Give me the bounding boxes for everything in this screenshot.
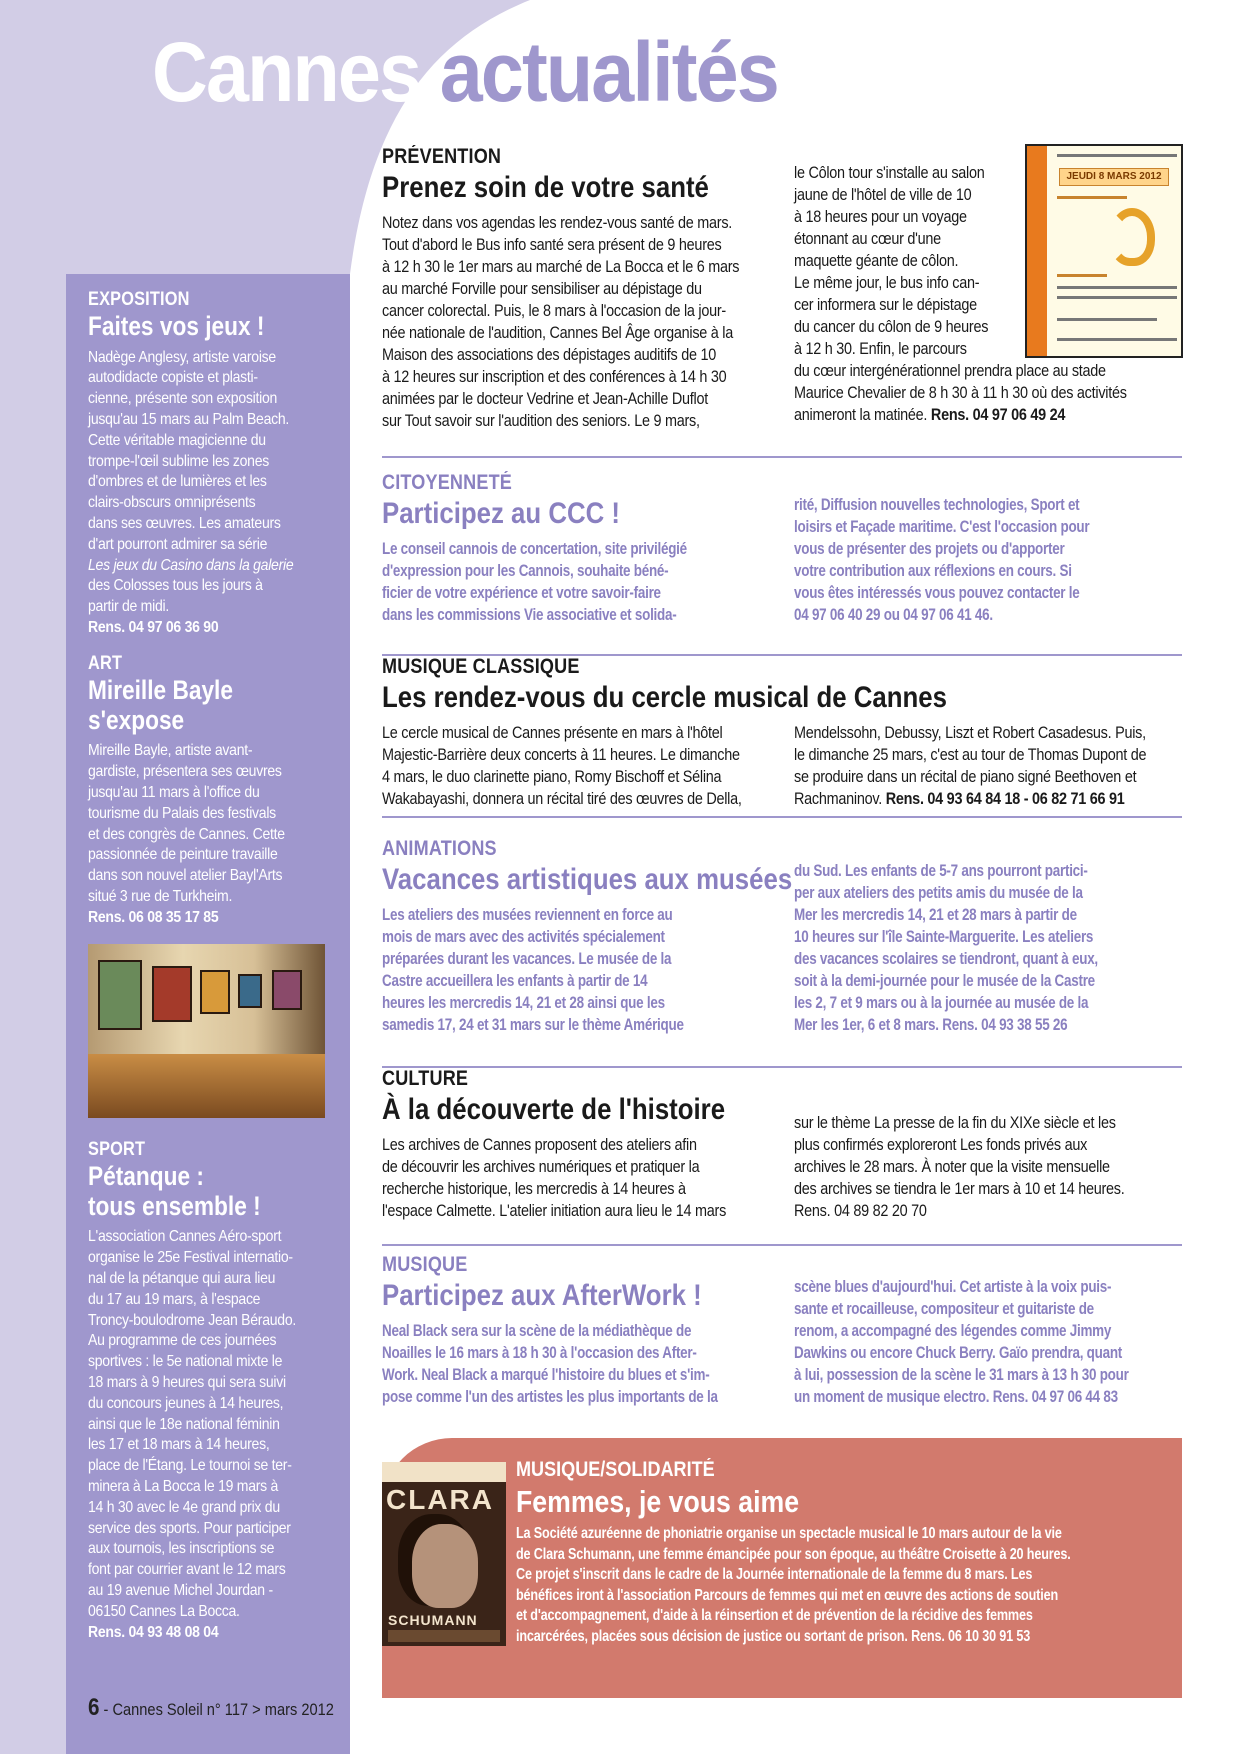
sidebar-article-exposition xyxy=(88,290,338,639)
body-line: Nadège Anglesy, artiste varoise xyxy=(88,348,276,366)
category-label: SPORT xyxy=(88,1139,146,1160)
gallery-photo xyxy=(88,944,325,1118)
sidebar-article-sport xyxy=(88,1140,338,1643)
poster-text-line xyxy=(1057,338,1177,341)
article-citoyennete xyxy=(382,471,1182,624)
body-line: cer informera sur le dépistage xyxy=(794,296,977,314)
body-line: le dimanche 25 mars, c'est au tour de Thomas Dupont de xyxy=(794,746,1147,764)
article-animations xyxy=(382,837,1182,1034)
article-title: Les rendez-vous du cercle musical de Cannes xyxy=(382,681,947,714)
body-line: Le même jour, le bus info can- xyxy=(794,274,980,292)
body-line: minera à La Bocca le 19 mars à xyxy=(88,1477,279,1495)
body-line: bénéfices iront à l'association Parcours de femmes qui met en œuvre des actions de soutien xyxy=(516,1586,1059,1604)
painting xyxy=(152,966,192,1022)
body-line: 18 mars à 9 heures qui sera suivi xyxy=(88,1373,286,1391)
article-title-line2: tous ensemble ! xyxy=(88,1190,261,1221)
body-line: Mer les mercredis 14, 21 et 28 mars à partir de xyxy=(794,906,1077,924)
body-line: préparées durant les vacances. Le musée de la xyxy=(382,950,672,968)
body-line: Mireille Bayle, artiste avant- xyxy=(88,742,253,760)
body-line: se produire dans un récital de piano signé Beethoven et xyxy=(794,768,1137,786)
column-left xyxy=(382,904,852,1036)
publication-info: - Cannes Soleil n° 117 > mars 2012 xyxy=(99,1700,334,1719)
poster-text-line xyxy=(1057,318,1157,321)
body-line: ainsi que le 18e national féminin xyxy=(88,1415,280,1433)
body-line: 4 mars, le duo clarinette piano, Romy Bischoff et Sélina xyxy=(382,768,722,786)
body-line: d'art pourront admirer sa série xyxy=(88,535,268,553)
body-line: Le conseil cannois de concertation, site privilégié xyxy=(382,540,687,558)
body-line: dans son nouvel atelier Bayl'Arts xyxy=(88,867,283,885)
body-line: cancer colorectal. Puis, le 8 mars à l'occasion de la jour- xyxy=(382,302,726,320)
body-line: Maison des associations des dépistages auditifs de 10 xyxy=(382,346,717,364)
poster-date: JEUDI 8 MARS 2012 xyxy=(1059,168,1169,186)
body-line: samedis 17, 24 et 31 mars sur le thème Amérique xyxy=(382,1016,684,1034)
article-title: Femmes, je vous aime xyxy=(516,1484,800,1519)
column-left xyxy=(382,538,852,626)
body-line: Notez dans vos agendas les rendez-vous santé de mars. xyxy=(382,214,733,232)
contact-phone: Rens. 06 08 35 17 85 xyxy=(88,908,219,926)
poster-band xyxy=(1027,146,1047,358)
body-line: Mer les 1er, 6 et 8 mars. Rens. 04 93 38 55 26 xyxy=(794,1016,1068,1034)
body-line: 10 heures sur l'île Sainte-Marguerite. Les ateliers xyxy=(794,928,1094,946)
article-title: Participez au CCC ! xyxy=(382,497,620,530)
body-line: L'association Cannes Aéro-sport xyxy=(88,1228,282,1246)
body-line: maquette géante de côlon. xyxy=(794,252,959,270)
body-line: de découvrir les archives numériques et pratiquer la xyxy=(382,1158,700,1176)
body-line: per aux ateliers des petits amis du musée de la xyxy=(794,884,1083,902)
painting xyxy=(98,960,142,1030)
category-label: MUSIQUE xyxy=(382,1253,468,1276)
body-line: l'espace Calmette. L'atelier initiation aura lieu le 14 mars xyxy=(382,1202,727,1220)
body-line: Wakabayashi, donnera un récital tiré des œuvres de Della, xyxy=(382,790,742,808)
column-right xyxy=(794,722,1234,810)
article-title: Vacances artistiques aux musées xyxy=(382,863,793,896)
category-label: EXPOSITION xyxy=(88,289,190,310)
body-line: d'expression pour les Cannois, souhaite béné- xyxy=(382,562,669,580)
body-line: jusqu'au 11 mars à l'office du xyxy=(88,783,260,801)
body-line: place de l'Étang. Le tournoi se ter- xyxy=(88,1457,292,1475)
article-title: Participez aux AfterWork ! xyxy=(382,1279,702,1312)
body-line: sportives : le 5e national mixte le xyxy=(88,1353,283,1371)
body-line: sante et rocailleuse, compositeur et guitariste de xyxy=(794,1300,1094,1318)
body-line: vous de présenter des projets ou d'apporter xyxy=(794,540,1065,558)
poster-header xyxy=(382,1462,506,1482)
body-line: trompe-l'œil sublime les zones xyxy=(88,452,269,470)
category-label: PRÉVENTION xyxy=(382,145,502,168)
body-line: passionnée de peinture travaille xyxy=(88,846,278,864)
body-line: d'ombres et de lumières et les xyxy=(88,473,267,491)
body-line: service des sports. Pour participer xyxy=(88,1519,291,1537)
body-line: Noailles le 16 mars à 18 h 30 à l'occasion des After- xyxy=(382,1344,697,1362)
body-line: sur le thème La presse de la fin du XIXe siècle et les xyxy=(794,1114,1116,1132)
body-line xyxy=(794,788,1181,810)
body-line: les 2, 7 et 9 mars ou à la journée au musée de la xyxy=(794,994,1089,1012)
page-title xyxy=(152,25,778,119)
column-right xyxy=(794,1276,1240,1408)
category-label: ART xyxy=(88,653,123,674)
body-line: loisirs et Façade maritime. C'est l'occasion pour xyxy=(794,518,1090,536)
painting xyxy=(272,970,302,1010)
body-line: et des congrès de Cannes. Cette xyxy=(88,825,285,843)
contact-phone: Rens. 04 97 06 36 90 xyxy=(88,619,219,637)
body-line: animées par le docteur Vedrine et Jean-Achille Duflot xyxy=(382,390,708,408)
column-left xyxy=(382,1134,822,1222)
title-word-cannes: Cannes xyxy=(152,25,421,119)
article-body xyxy=(88,348,338,639)
audition-poster-image xyxy=(1025,144,1183,358)
category-label: ANIMATIONS xyxy=(382,837,497,860)
body-line: à 12 h 30. Enfin, le parcours xyxy=(794,340,967,358)
body-line: recherche historique, les mercredis à 14 heures à xyxy=(382,1180,686,1198)
body-line: Au programme de ces journées xyxy=(88,1332,277,1350)
body-line: Castre accueillera les enfants à partir de 14 xyxy=(382,972,648,990)
column-left xyxy=(382,722,822,810)
body-line: gardiste, présentera ses œuvres xyxy=(88,763,282,781)
body-line: organise le 25e Festival internatio- xyxy=(88,1249,293,1267)
body-line: vous êtes intéressés vous pouvez contacter le xyxy=(794,584,1080,602)
category-label: MUSIQUE/SOLIDARITÉ xyxy=(516,1458,715,1481)
body-line: Majestic-Barrière deux concerts à 11 heures. Le dimanche xyxy=(382,746,740,764)
body-line: nal de la pétanque qui aura lieu xyxy=(88,1269,276,1287)
body-line: tourisme du Palais des festivals xyxy=(88,804,276,822)
contact-phone: Rens. 04 89 82 20 70 xyxy=(794,1202,927,1220)
poster-text-line xyxy=(1057,286,1177,289)
column-left xyxy=(382,212,822,432)
page-footer xyxy=(88,1694,334,1722)
body-line: du 17 au 19 mars, à l'espace xyxy=(88,1290,261,1308)
contact-phone: Rens. 04 97 06 49 24 xyxy=(930,406,1066,424)
article-body xyxy=(88,1227,338,1643)
body-line: des vacances scolaires se tiendront, quant à eux, xyxy=(794,950,1098,968)
body-line: un moment de musique electro. Rens. 04 97 06 44 83 xyxy=(794,1388,1118,1406)
body-line: au 19 avenue Michel Jourdan - xyxy=(88,1581,273,1599)
article-title: Faites vos jeux ! xyxy=(88,311,265,341)
body-line: à 12 h 30 le 1er mars au marché de La Bocca et le 6 mars xyxy=(382,258,740,276)
column-left xyxy=(382,1320,852,1408)
body-line: Mendelssohn, Debussy, Liszt et Robert Casadesus. Puis, xyxy=(794,724,1146,742)
body-line: renom, a accompagné des légendes comme Jimmy xyxy=(794,1322,1112,1340)
body-line: Work. Neal Black a marqué l'histoire du blues et s'im- xyxy=(382,1366,710,1384)
body-line: rité, Diffusion nouvelles technologies, Sport et xyxy=(794,496,1080,514)
section-divider xyxy=(382,1244,1182,1246)
photo-floor xyxy=(88,1054,325,1118)
article-title-line1: Pétanque : xyxy=(88,1161,204,1191)
ear-icon xyxy=(1109,208,1155,266)
article-body xyxy=(516,1524,1092,1648)
article-musique xyxy=(382,1253,1182,1406)
article-title: Prenez soin de votre santé xyxy=(382,171,709,204)
body-line: 14 h 30 avec le 4e grand prix du xyxy=(88,1498,280,1516)
section-divider xyxy=(382,816,1182,818)
poster-text-line xyxy=(1057,196,1127,199)
body-line: dans ses œuvres. Les amateurs xyxy=(88,515,281,533)
poster-text-line xyxy=(1057,274,1107,277)
body-line: Dawkins ou encore Chuck Berry. Gaïo prendra, quant xyxy=(794,1344,1123,1362)
body-line: des Colosses tous les jours à xyxy=(88,577,263,595)
column-right xyxy=(794,494,1240,626)
poster-footer xyxy=(388,1630,500,1642)
body-line xyxy=(794,404,1181,426)
body-line: Neal Black sera sur la scène de la médiathèque de xyxy=(382,1322,692,1340)
category-label: CULTURE xyxy=(382,1067,469,1090)
contact-phone: Rens. 04 93 64 84 18 - 06 82 71 66 91 xyxy=(885,790,1125,808)
body-line: plus confirmés exploreront Les fonds privés aux xyxy=(794,1136,1088,1154)
body-line: archives le 28 mars. À noter que la visite mensuelle xyxy=(794,1158,1110,1176)
body-line: cienne, présente son exposition xyxy=(88,390,278,408)
article-title-line1: Mireille Bayle xyxy=(88,675,233,705)
contact-phone: Rens. 04 93 48 08 04 xyxy=(88,1623,219,1641)
body-line: les 17 et 18 mars à 14 heures, xyxy=(88,1436,270,1454)
body-line: le Côlon tour s'installe au salon xyxy=(794,164,985,182)
body-line: scène blues d'aujourd'hui. Cet artiste à la voix puis- xyxy=(794,1278,1112,1296)
body-line: née nationale de l'audition, Cannes Bel Âge organise à la xyxy=(382,324,733,342)
body-line: Tout d'abord le Bus info santé sera présent de 9 heures xyxy=(382,236,722,254)
article-musique-classique xyxy=(382,655,1182,808)
body-line: pose comme l'un des artistes les plus importants de la xyxy=(382,1388,718,1406)
portrait xyxy=(412,1524,478,1608)
poster-text-line xyxy=(1057,154,1177,157)
body-line: 04 97 06 40 29 ou 04 97 06 41 46. xyxy=(794,606,993,624)
article-solidarite xyxy=(516,1458,1176,1648)
sidebar-article-art xyxy=(88,654,338,929)
body-line: Troncy-boulodrome Jean Béraudo. xyxy=(88,1311,296,1329)
body-line: du cancer du côlon de 9 heures xyxy=(794,318,989,336)
body-line: dans les commissions Vie associative et solida- xyxy=(382,606,677,624)
body-line: Ce projet s'inscrit dans le cadre de la Journée internationale de la femme du 8 mars. Les xyxy=(516,1566,1033,1584)
column-right xyxy=(794,1112,1234,1222)
section-divider xyxy=(382,456,1182,458)
body-line: autodidacte copiste et plasti- xyxy=(88,369,258,387)
body-line: partir de midi. xyxy=(88,598,169,616)
body-line: aux tournois, les inscriptions se xyxy=(88,1540,275,1558)
page-number: 6 xyxy=(88,1694,100,1721)
body-text: Rachmaninov. xyxy=(794,790,882,808)
body-line: à 18 heures pour un voyage xyxy=(794,208,967,226)
body-line: des archives se tiendra le 1er mars à 10 et 14 heures. xyxy=(794,1180,1125,1198)
body-line: clairs-obscurs omniprésents xyxy=(88,494,256,512)
body-line: jaune de l'hôtel de ville de 10 xyxy=(794,186,972,204)
body-line: à lui, possession de la scène le 31 mars à 13 h 30 pour xyxy=(794,1366,1129,1384)
body-line: du concours jeunes à 14 heures, xyxy=(88,1394,284,1412)
body-line: votre contribution aux réflexions en cours. Si xyxy=(794,562,1072,580)
body-line: La Société azuréenne de phoniatrie organise un spectacle musical le 10 mars autour de la vie xyxy=(516,1525,1062,1542)
body-line: Le cercle musical de Cannes présente en mars à l'hôtel xyxy=(382,724,723,742)
body-line: heures les mercredis 14, 21 et 28 ainsi que les xyxy=(382,994,665,1012)
painting xyxy=(238,974,262,1008)
body-text: animeront la matinée. xyxy=(794,406,928,424)
body-line: du cœur intergénérationnel prendra place au stade xyxy=(794,362,1106,380)
body-line: à 12 heures sur inscription et des conférences à 14 h 30 xyxy=(382,368,727,386)
body-line: situé 3 rue de Turkheim. xyxy=(88,887,233,905)
body-line: étonnant au cœur d'une xyxy=(794,230,941,248)
poster-subtitle: SCHUMANN xyxy=(388,1612,478,1628)
body-line: Les archives de Cannes proposent des ateliers afin xyxy=(382,1136,697,1154)
body-line: soit à la demi-journée pour le musée de la Castre xyxy=(794,972,1095,990)
title-word-actualites: actualités xyxy=(439,25,778,119)
body-line: Maurice Chevalier de 8 h 30 à 11 h 30 où des activités xyxy=(794,384,1127,402)
body-line: Cette véritable magicienne du xyxy=(88,431,266,449)
body-line: du Sud. Les enfants de 5-7 ans pourront partici- xyxy=(794,862,1088,880)
article-culture xyxy=(382,1067,1182,1220)
body-line: 06150 Cannes La Bocca. xyxy=(88,1602,240,1620)
body-line: sur Tout savoir sur l'audition des seniors. Le 9 mars, xyxy=(382,412,700,430)
body-line: font par courrier avant le 12 mars xyxy=(88,1561,286,1579)
painting xyxy=(200,970,230,1014)
body-line: ficier de votre expérience et votre savoir-faire xyxy=(382,584,661,602)
column-right xyxy=(794,860,1240,1036)
article-title-line2: s'expose xyxy=(88,704,185,735)
body-line: de Clara Schumann, une femme émancipée pour son époque, au théâtre Croisette à 20 heures. xyxy=(516,1545,1071,1563)
category-label: CITOYENNETÉ xyxy=(382,471,513,494)
body-line: jusqu'au 15 mars au Palm Beach. xyxy=(88,411,290,429)
article-body xyxy=(88,741,338,928)
body-line: mois de mars avec des activités spécialement xyxy=(382,928,665,946)
article-title: À la découverte de l'histoire xyxy=(382,1093,726,1126)
body-line: Les jeux du Casino dans la galerie xyxy=(88,556,294,574)
body-line: incarcérées, placées sous décision de justice ou sortant de prison. Rens. 06 10 30 91 53 xyxy=(516,1627,1031,1645)
category-label: MUSIQUE CLASSIQUE xyxy=(382,655,580,678)
body-line: et d'accompagnement, d'aide à la réinsertion et de prévention de la récidive des femmes xyxy=(516,1607,1033,1625)
body-line: Les ateliers des musées reviennent en force au xyxy=(382,906,673,924)
poster-title: CLARA xyxy=(386,1484,494,1515)
body-line: au marché Forville pour sensibiliser au dépistage du xyxy=(382,280,702,298)
poster-text-line xyxy=(1057,296,1177,299)
clara-schumann-poster-image xyxy=(382,1462,506,1646)
